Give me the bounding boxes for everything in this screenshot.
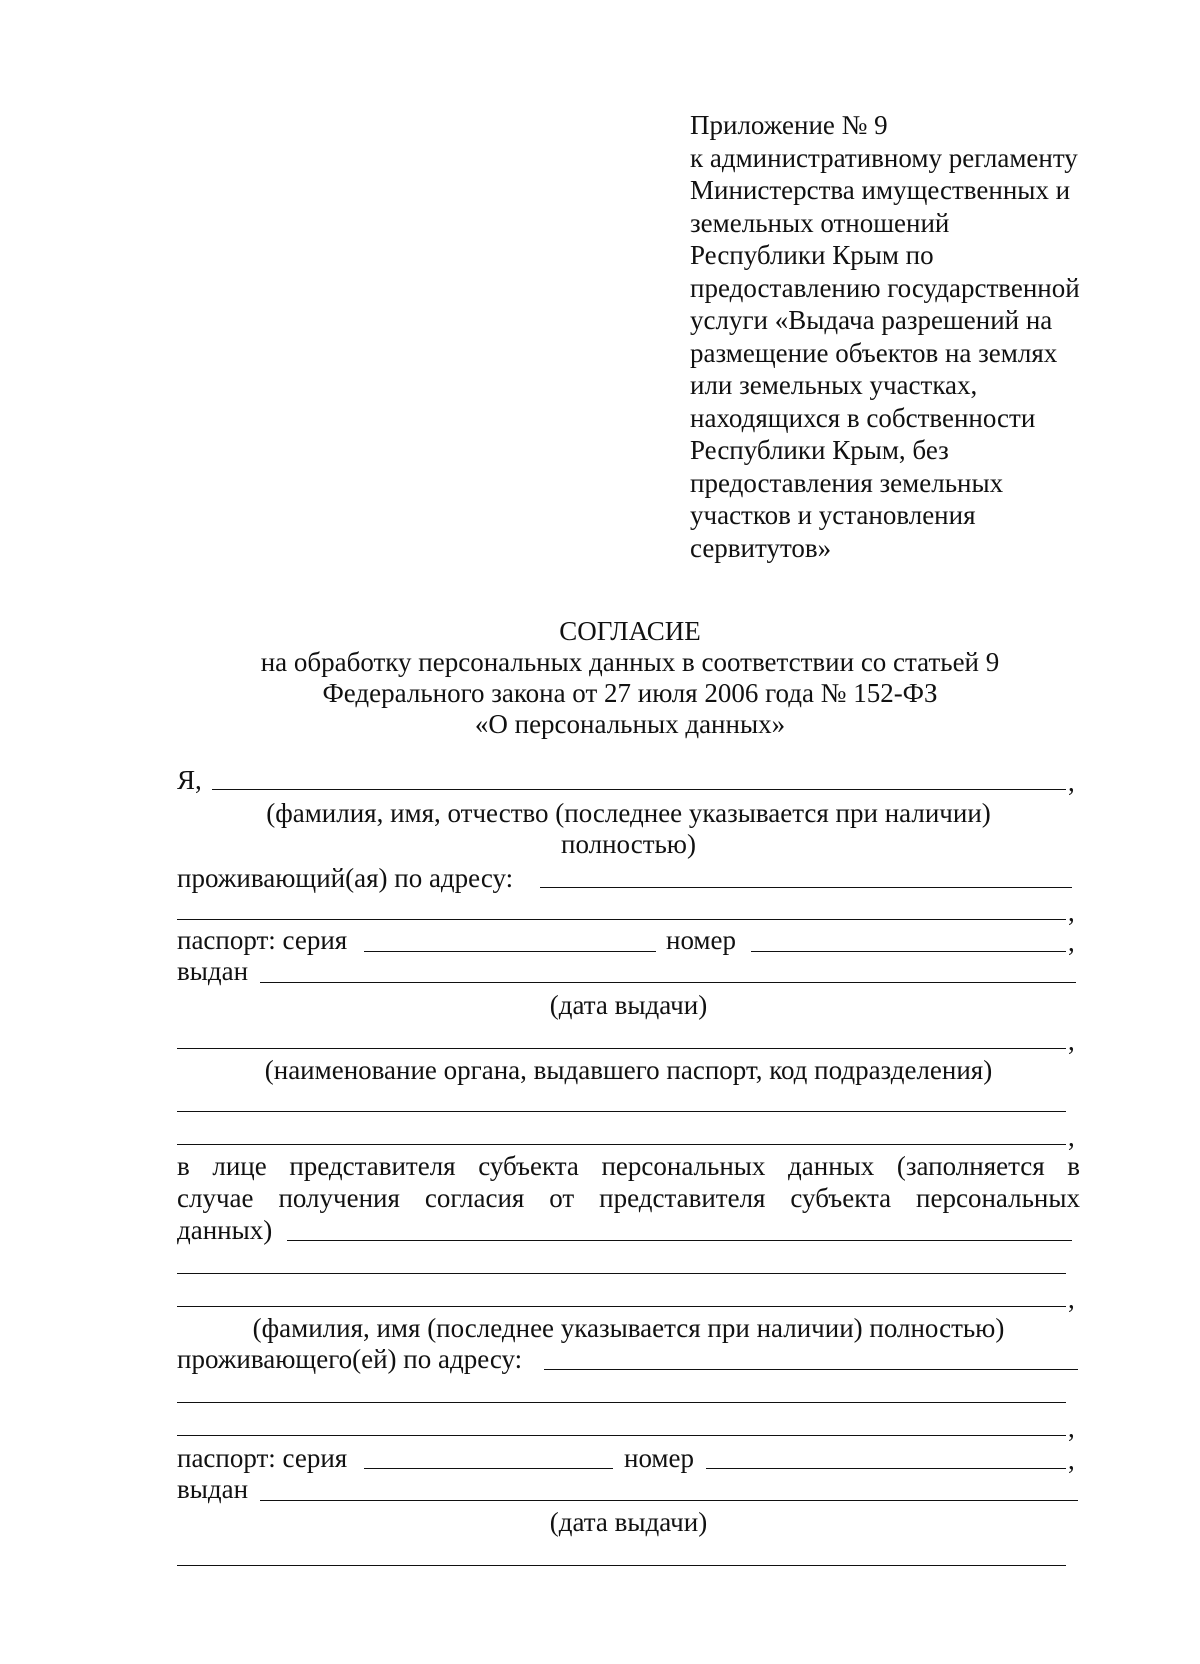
fio-caption-1: (фамилия, имя, отчество (последнее указывается при наличии) <box>266 798 991 828</box>
annex-line: к административному регламенту <box>690 142 1078 173</box>
annex-line: находящихся в собственности <box>690 402 1036 433</box>
representative-text-line-2: случае получения согласия от представителя субъекта персональных <box>177 1183 1080 1213</box>
annex-line: размещение объектов на землях <box>690 337 1058 368</box>
representative-text-line-3: данных) <box>177 1215 273 1245</box>
issued-label: выдан <box>177 956 249 986</box>
representative-address-label: проживающего(ей) по адресу: <box>177 1344 523 1374</box>
annex-line: участков и установления <box>690 500 976 530</box>
issue-date-caption: (дата выдачи) <box>549 990 708 1020</box>
comma: , <box>1068 1122 1075 1152</box>
annex-line: земельных отношений <box>690 207 950 238</box>
passport-number-field-line-2[interactable] <box>706 1468 1066 1469</box>
issuer-field-line[interactable] <box>177 1048 1066 1049</box>
representative-fio-caption: (фамилия, имя (последнее указывается при наличии) полностью) <box>252 1313 1005 1343</box>
annex-line: Министерства имущественных и <box>690 175 1071 205</box>
issuer-field-line-2[interactable] <box>177 1565 1066 1566</box>
issued-field-line-2[interactable] <box>260 1500 1078 1501</box>
annex-block <box>690 109 1130 564</box>
blank-field-line[interactable] <box>177 1144 1066 1145</box>
representative-text-line-1: в лице представителя субъекта персональных данных (заполняется в <box>177 1151 1080 1181</box>
document-title: СОГЛАСИЕ <box>559 616 701 646</box>
passport-series-label: паспорт: серия <box>177 925 348 955</box>
representative-address-field-line-2[interactable] <box>177 1402 1066 1403</box>
issued-label-2: выдан <box>177 1474 249 1504</box>
passport-series-field-line-2[interactable] <box>364 1468 613 1469</box>
passport-series-label-2: паспорт: серия <box>177 1443 348 1473</box>
i-label: Я, <box>177 765 202 795</box>
fio-caption-2: полностью) <box>561 829 696 859</box>
comma: , <box>1068 1413 1075 1443</box>
annex-line: предоставления земельных <box>690 467 1004 498</box>
annex-line: сервитутов» <box>690 532 832 563</box>
annex-line: услуги «Выдача разрешений на <box>690 305 1053 335</box>
annex-line: Республики Крым по <box>690 240 934 270</box>
passport-number-label-2: номер <box>624 1443 695 1473</box>
annex-line: предоставлению государственной <box>690 272 1080 303</box>
heading-line-3: «О персональных данных» <box>474 709 786 739</box>
representative-field-line-2[interactable] <box>177 1273 1066 1274</box>
heading-line-2: Федерального закона от 27 июля 2006 года № 152-ФЗ <box>322 678 938 708</box>
issue-date-caption-2: (дата выдачи) <box>549 1507 708 1537</box>
comma: , <box>1068 927 1075 957</box>
passport-number-label: номер <box>666 925 737 955</box>
annex-line: Республики Крым, без <box>690 435 949 465</box>
representative-address-field-line-3[interactable] <box>177 1435 1066 1436</box>
issuer-caption: (наименование органа, выдавшего паспорт, код подразделения) <box>264 1055 993 1085</box>
comma: , <box>1068 1026 1075 1056</box>
heading-line-1: на обработку персональных данных в соответствии со статьей 9 <box>260 647 1000 677</box>
address-field-line-2[interactable] <box>177 919 1066 920</box>
address-field-line[interactable] <box>540 887 1072 888</box>
comma: , <box>1068 1445 1075 1475</box>
address-label: проживающий(ая) по адресу: <box>177 863 514 893</box>
representative-field-line[interactable] <box>287 1240 1072 1241</box>
annex-line: или земельных участках, <box>690 370 978 400</box>
passport-series-field-line[interactable] <box>364 951 656 952</box>
annex-line: Приложение № 9 <box>690 110 888 140</box>
passport-number-field-line[interactable] <box>751 951 1066 952</box>
comma: , <box>1068 1284 1075 1314</box>
issued-field-line[interactable] <box>260 982 1076 983</box>
comma: , <box>1068 767 1075 797</box>
representative-address-field-line[interactable] <box>544 1369 1078 1370</box>
blank-field-line[interactable] <box>177 1111 1066 1112</box>
fio-field-line[interactable] <box>212 789 1066 790</box>
representative-field-line-3[interactable] <box>177 1306 1066 1307</box>
comma: , <box>1068 897 1075 927</box>
